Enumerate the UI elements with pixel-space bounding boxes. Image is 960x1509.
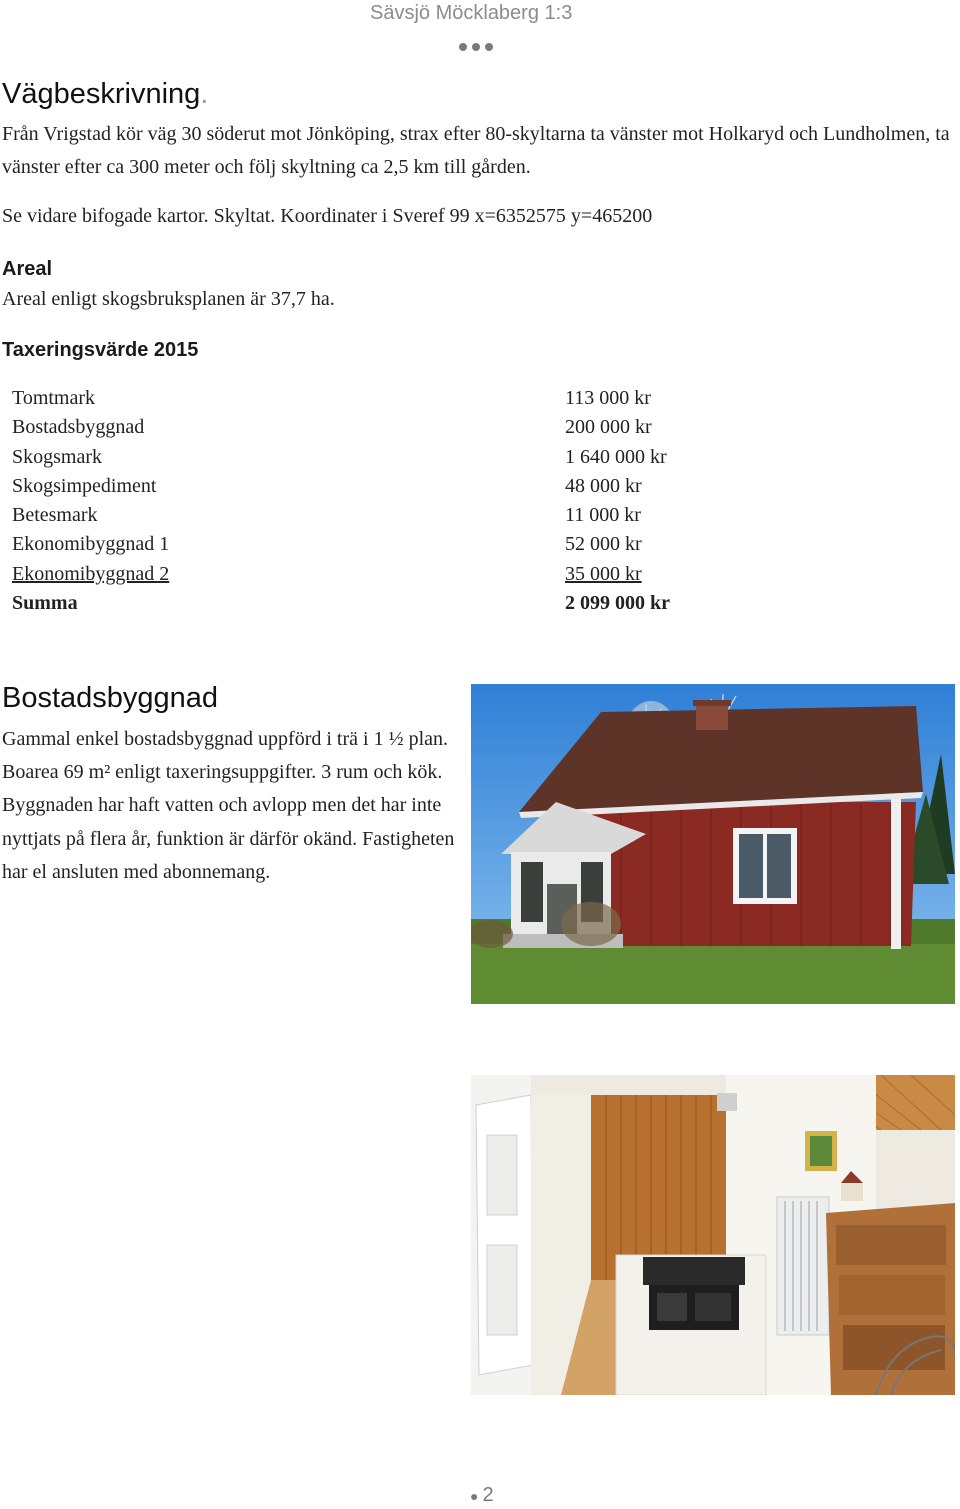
table-row — [12, 533, 712, 562]
bostadsbyggnad-paragraph: Gammal enkel bostadsbyggnad uppförd i trä i 1 ½ plan. Boarea 69 m² enligt taxeringsuppgifter. 3 rum och kök. Byggnaden har haft vatten och avlopp men det har inte nyttjats på flera år, funktion är därför okänd. Fastigheten har el ansluten med abonnemang. — [2, 728, 455, 883]
row-value: 11 000 kr — [565, 504, 641, 527]
section-heading-vagbeskrivning — [2, 78, 208, 111]
section-heading-bostadsbyggnad: Bostadsbyggnad — [2, 682, 219, 714]
row-label: Tomtmark — [12, 387, 96, 409]
row-value: 2 099 000 kr — [565, 592, 670, 615]
row-value: 48 000 kr — [565, 474, 642, 497]
header-dots — [459, 38, 498, 56]
row-label: Bostadsbyggnad — [12, 416, 145, 439]
row-value: 200 000 kr — [565, 416, 652, 439]
document-header-title: Sävsjö Möcklaberg 1:3 — [370, 2, 573, 24]
dot-icon — [472, 43, 480, 51]
row-label: Skogsimpediment — [12, 474, 157, 497]
row-label: Ekonomibyggnad 1 — [12, 533, 170, 556]
heading-text: Vägbeskrivning — [2, 78, 201, 110]
coordinates-paragraph: Se vidare bifogade kartor. Skyltat. Koordinater i Sveref 99 x=6352575 y=465200 — [2, 205, 653, 227]
house-exterior-photo — [471, 684, 955, 1004]
table-row — [12, 446, 712, 475]
directions-paragraph: Från Vrigstad kör väg 30 söderut mot Jönköping, strax efter 80-skyltarna ta vänster mot Holkaryd och Lundholmen, ta vänster efter ca 300 meter och följ skyltning ca 2,5 km till gården. — [2, 123, 950, 178]
page-number-text: 2 — [482, 1484, 494, 1506]
bullet-icon: ● — [470, 1487, 479, 1504]
row-value: 52 000 kr — [565, 533, 642, 556]
row-label: Ekonomibyggnad 2 — [12, 562, 170, 585]
dot-icon — [459, 43, 467, 51]
page-number — [470, 1484, 494, 1507]
section-heading-taxering: Taxeringsvärde 2015 — [2, 339, 199, 361]
row-label: Summa — [12, 592, 78, 615]
table-row — [12, 563, 712, 592]
row-label: Skogsmark — [12, 445, 102, 468]
taxation-table — [12, 387, 712, 621]
table-row — [12, 416, 712, 445]
row-value: 35 000 kr — [565, 562, 642, 585]
row-value: 113 000 kr — [565, 387, 651, 409]
row-label: Betesmark — [12, 504, 98, 527]
house-interior-photo — [471, 1075, 955, 1395]
heading-period: . — [200, 78, 209, 110]
table-row — [12, 504, 712, 533]
section-heading-areal: Areal — [2, 258, 53, 280]
table-row — [12, 387, 712, 416]
areal-paragraph: Areal enligt skogsbruksplanen är 37,7 ha. — [2, 288, 335, 310]
row-value: 1 640 000 kr — [565, 445, 667, 468]
table-row-total — [12, 592, 712, 621]
dot-icon — [485, 43, 493, 51]
table-row — [12, 475, 712, 504]
